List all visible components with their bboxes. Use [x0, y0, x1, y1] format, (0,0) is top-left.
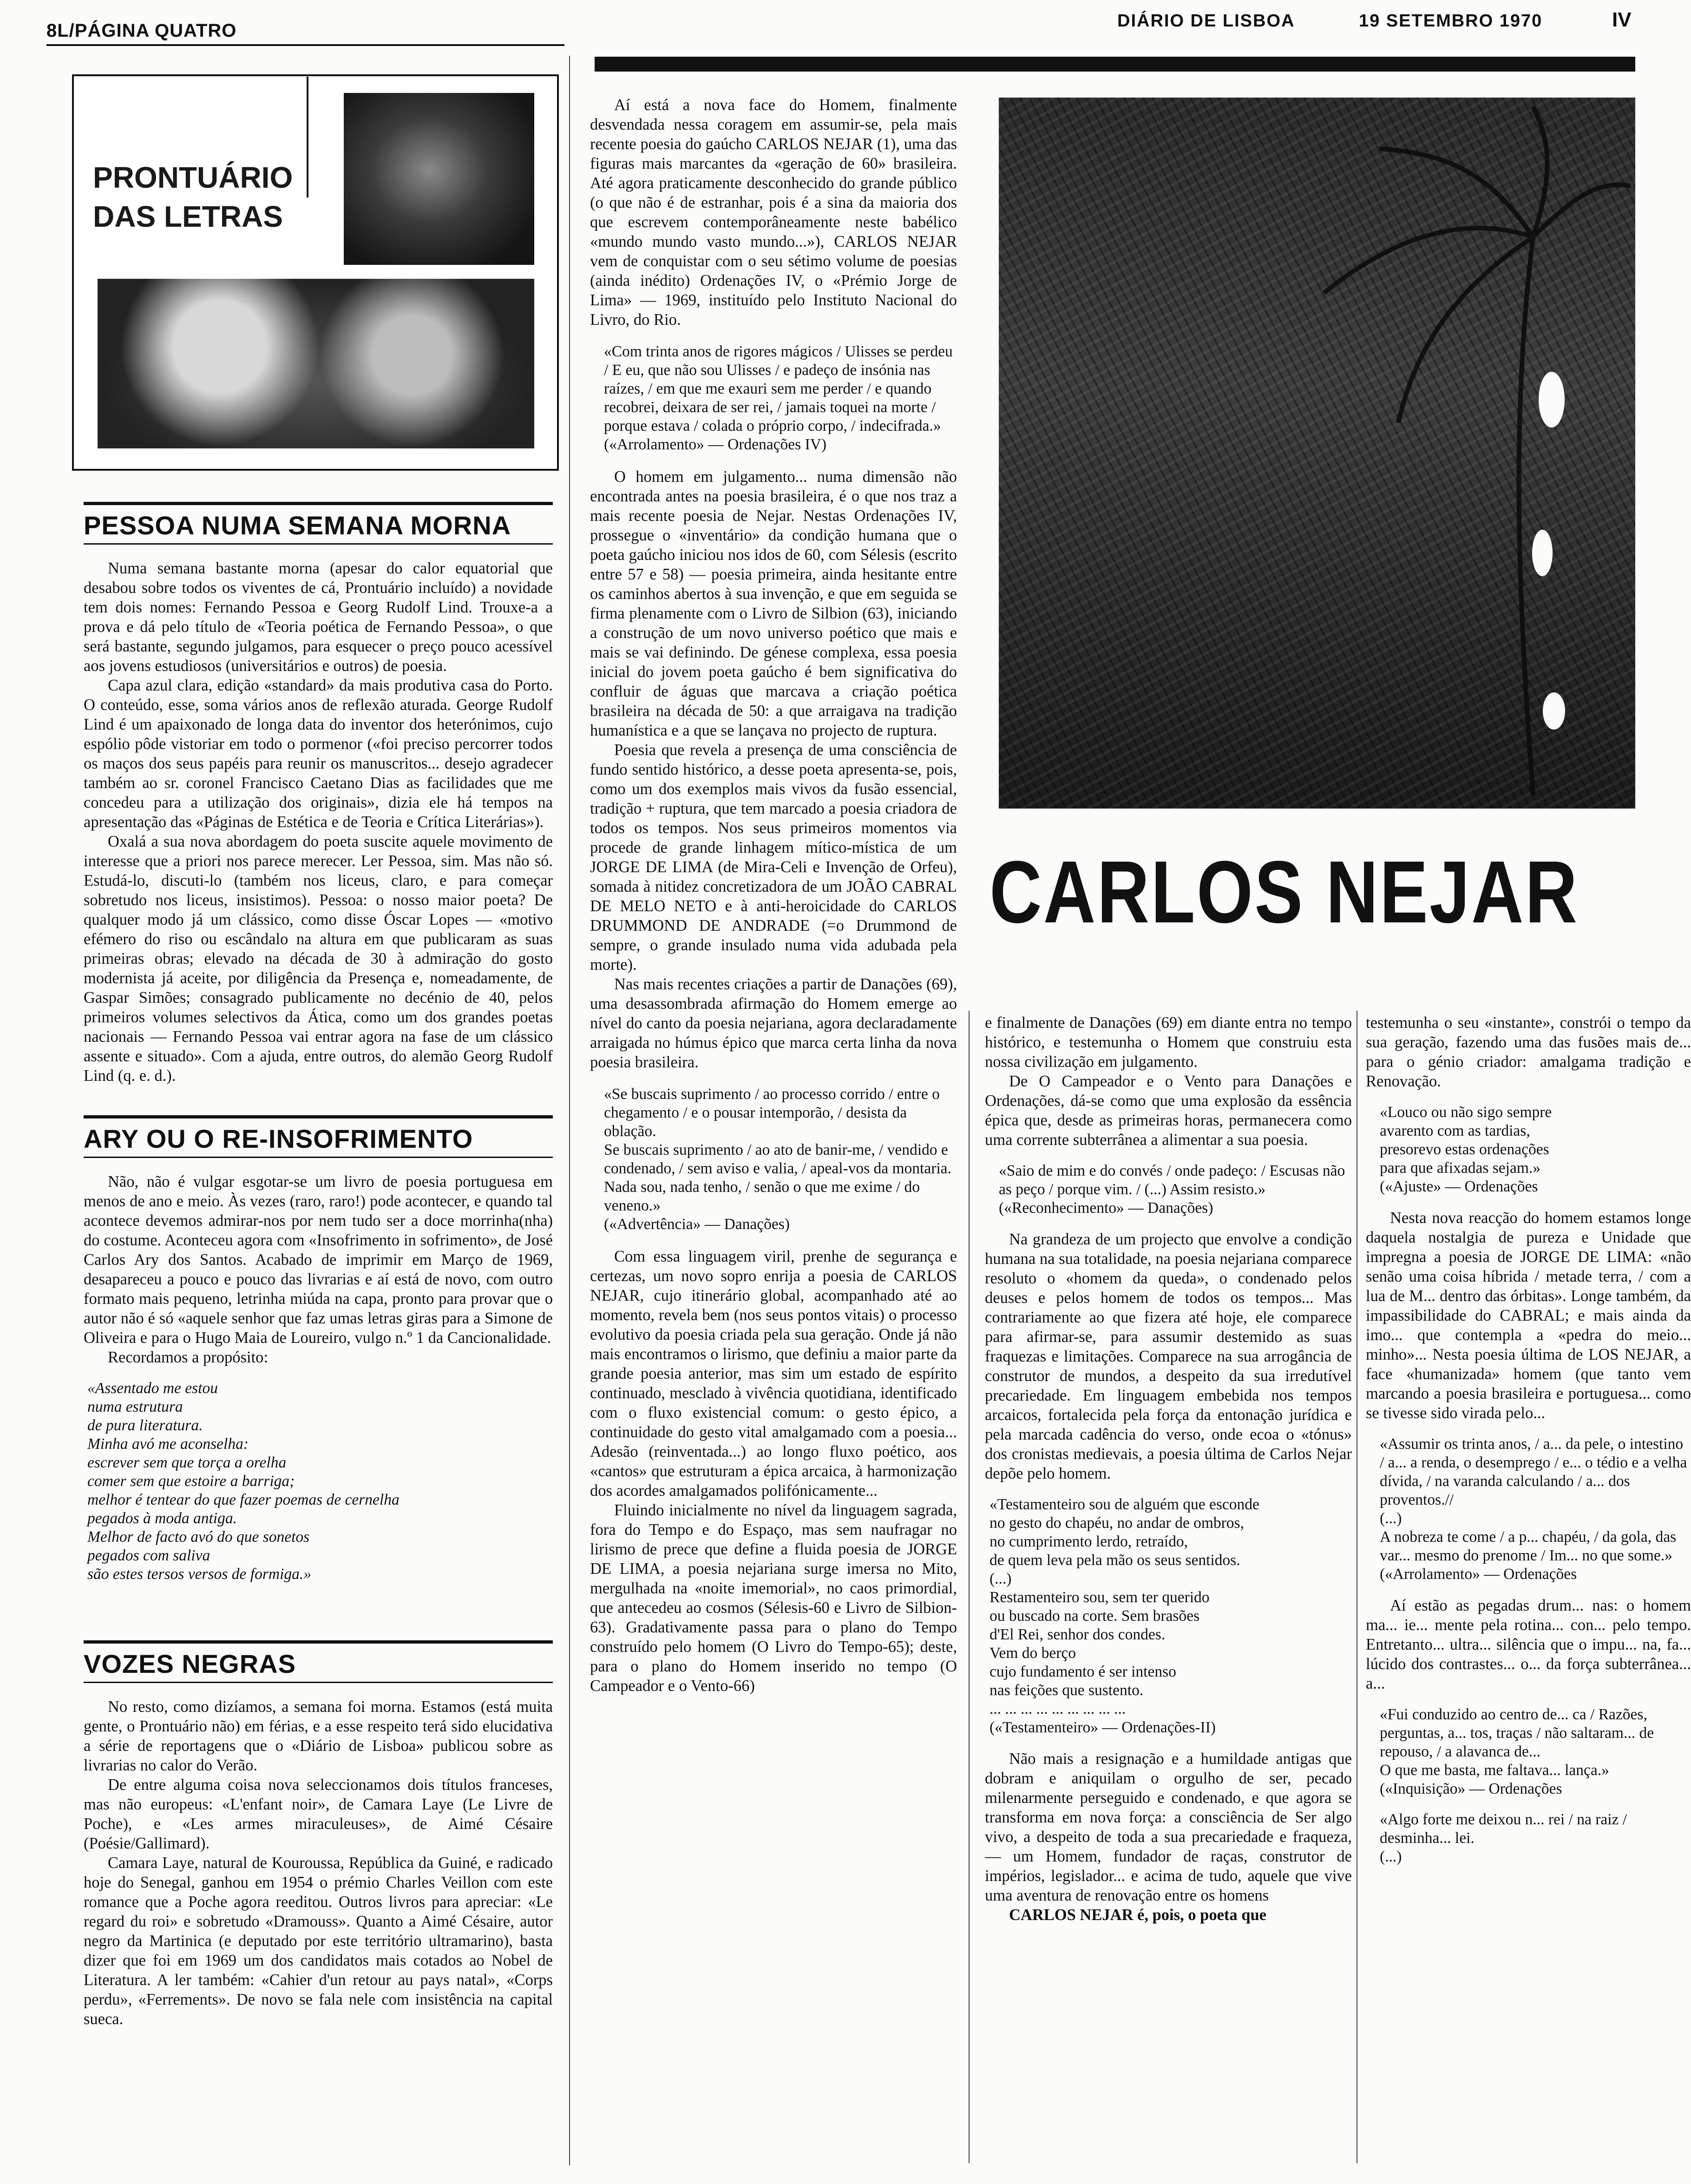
col4-verse-2: «Assumir os trinta anos, / a... da pele, o intestino / a... a renda, o desemprego / e... o tédio e a velha dívida, / na varanda calculando / a... dos proventos.// (...) A nobreza te come / a p... chapéu, / da gola, das var... mesmo do prenome / Im... no que some.» («Arrolamento» — Ordenações — [1380, 1435, 1687, 1583]
col3-paragraph-3: Na grandeza de um projecto que envolve a condição humana na sua totalidade, na poesia nejariana comparece resoluto o «homem da queda», o condenado pelos deuses e pelos homem de todos os tempos... Mas contrariamente ao que fizera até hoje, ele comparece para afirmar-se, para assumir destemido as suas fraquezas e limitações. Comparece na sua arrogância de construtor de mundos, a despeito da sua irredutível precariedade. Em linguagem embebida nos tempos arcaicos, fortalecida pela força da entonação jurídica e pela marcada cadência do verso, onde ecoa o «tónus» dos cronistas medievais, a poesia última de Carlos Nejar depõe pelo homem. — [985, 1230, 1352, 1482]
col2-paragraph-5: Com essa linguagem viril, prenhe de segurança e certezas, um novo sopro enrija a poesia de CARLOS NEJAR, cujo itinerário global, acompanhado até ao momento, revela bem (nos seus pontos vitais) o processo evolutivo da poesia criada pela sua geração. Onde já não mais encontramos o lirismo, que definiu a maior parte da grande poesia anterior, mas sim um estado de espírito continuado, mesclado à vivência quotidiana, identificado com o fluxo existencial comum: o gesto épico, a continuidade do gesto vital amalgamado com a poesia... Adesão (reinventada...) ao longo fluxo poético, aos «cantos» que estruturam a épica arcaica, à harmonização dos acordes amalgamados polifónicamente... — [590, 1248, 957, 1500]
header-rule — [46, 44, 564, 46]
col3-paragraph-4: Não mais a resignação e a humildade antigas que dobram e aniquilam o orgulho de ser, pecado milenarmente perseguido e condenado, e que agora se transforma em nova força: a consciência de Ser algo vivo, a despeito de toda a sua precariedade e fraqueza, — um Homem, fundador de raças, construtor de impérios, legislador... e acima de tudo, aquele que vive uma aventura de renovação entre os homens — [985, 1750, 1352, 1904]
col3-paragraph-2: De O Campeador e o Vento para Danações e Ordenações, dá-se como que uma explosão da essência épica que, desde as primeiras horas, permanecera como uma corrente subterrânea a alimentar a sua poesia. — [985, 1072, 1352, 1149]
page-label: 8L/PÁGINA QUATRO — [46, 20, 237, 41]
ary-heading: ARY OU O RE-INSOFRIMENTO — [84, 1115, 553, 1153]
palm-leaves-graphic — [999, 98, 1635, 809]
pessoa-paragraph-1: Numa semana bastante morna (apesar do calor equatorial que desabou sobre todos os viventes de cá, Prontuário incluído) a novidade tem dois nomes: Fernando Pessoa e Georg Rudolf Lind. Trouxe-a a prova e dá pelo título de «Teoria poética de Fernando Pessoa», o que será bastante, segundo julgamos, para esquecer o preço pouco acessível aos jovens estudiosos (universitários e outros) de poesia. — [84, 559, 553, 675]
col2-paragraph-6: Fluindo inicialmente no nível da linguagem sagrada, fora do Tempo e do Espaço, mas sem naufragar no lirismo de prece que define a fluida poesia de JORGE DE LIMA, a poesia nejariana surge imersa no Mito, mergulhada na «noite imemorial», no caos primordial, que antecedeu ao cosmos (Sélesis-60 e Livro de Silbion-63). Gradativamente passa para o plano do Tempo construído pelo homem (O Livro do Tempo-65); deste, para o plano do Homem inserido no tempo (O Campeador e o Vento-66) — [590, 1501, 957, 1695]
two-men-photo — [98, 279, 534, 448]
ary-paragraph-2: Recordamos a propósito: — [108, 1349, 268, 1366]
col4-verse-1: «Louco ou não sigo sempre avarento com as tardias, presorevo estas ordenações para que afixadas sejam.» («Ajuste» — Ordenações — [1380, 1104, 1552, 1195]
prontuario-box-divider — [307, 77, 308, 197]
col3-paragraph-5: CARLOS NEJAR é, pois, o poeta que — [1009, 1906, 1266, 1924]
col4-paragraph-2: Nesta nova reacção do homem estamos longe daquela nostalgia de pureza e Unidade que impregna a poesia de JORGE DE LIMA: «não senão uma coisa híbrida / metade terra, / com a lua de M... dentro das órbitas». Longe também, da impassibilidade do CABRAL; e mais ainda da imo... que contempla a «pedra do meio... minho»... Nesta poesia última de LOS NEJAR, a face «humanizada» homem (que tanto vem marcando a poesia brasileira e portuguesa... como se tivesse sido virada pelo... — [1366, 1209, 1691, 1422]
author-portrait-photo — [344, 93, 534, 265]
column-rule-1 — [569, 56, 570, 2165]
pessoa-heading: PESSOA NUMA SEMANA MORNA — [84, 502, 553, 539]
col2-paragraph-2: O homem em julgamento... numa dimensão não encontrada antes na poesia brasileira, é o que nos traz a mais recente poesia de Nejar. Nestas Ordenações IV, prossegue o «inventário» da condição humana que o poeta gaúcho iniciou nos idos de 60, com Sélesis (escrito entre 57 e 58) — poesia primeira, ainda hesitante entre os caminhos abertos à sua invenção, e que em seguida se firma plenamente com o Livro de Silbion (63), iniciando a construção de um novo universo poético que mais e mais se vai definindo. De génese complexa, essa poesia inicial do jovem poeta gaúcho é bem significativa do confluir de águas que marcava a criação poética brasileira na década de 50: a que arraigava na tradição humanística e a que se lançava no projecto de ruptura. — [590, 468, 957, 739]
poet-feature-photo — [999, 98, 1635, 809]
vozes-heading: VOZES NEGRAS — [84, 1640, 553, 1678]
column-3 — [985, 1013, 1352, 1925]
col2-paragraph-3: Poesia que revela a presença de uma consciência de fundo sentido histórico, a desse poeta apresenta-se, pois, como um dos exemplos mais vivos da fusão essencial, tradição + ruptura, que tem marcado a poesia criadora de todos os tempos. Nos seus primeiros momentos via procede de grande linhagem mítico-mística de um JORGE DE LIMA (de Mira-Celi e Invenção de Orfeu), somada à nitidez concretizadora de um JOÃO CABRAL DE MELO NETO e à anti-heroicidade do CARLOS DRUMMOND DE ANDRADE (=o Drummond de sempre, o grande insulado numa vida adubada pela morte). — [590, 741, 957, 974]
col3-verse-1: «Saio de mim e do convés / onde padeço: / Escusas não as peço / porque vim. / (...) Assim resisto.» («Reconhecimento» — Danações) — [999, 1162, 1345, 1217]
col4-verse-3: «Fui conduzido ao centro de... ca / Razões, perguntas, a... tos, traças / não saltaram... de repouso, / a alavanca de... O que me basta, me faltava... lança.» («Inquisição» — Ordenações — [1380, 1706, 1654, 1797]
ary-poem: «Assentado me estou numa estrutura de pura literatura. Minha avó me aconselha: escrever sem que torça a orelha comer sem que estoire a barriga; melhor é tentear do que fazer poemas de cernelha pegados à moda antiga. Melhor de facto avó do que sonetos pegados com saliva são estes tersos versos de formiga.» — [87, 1380, 400, 1583]
col4-paragraph-3: Aí estão as pegadas drum... nas: o homem ma... ie... mente pela rotina... con... pelo tempo. Entretanto... ultra... silência que o impu... na, fa... lúcido dos contrastes... o... da força subterrânea... a... — [1366, 1597, 1691, 1692]
column-4 — [1366, 1013, 1691, 2165]
vozes-paragraph-2: De entre alguma coisa nova seleccionamos dois títulos franceses, mas não europeus: «L'enfant noir», de Camara Laye (Le Livre de Poche), e «Les armes miraculeuses», de Aimé Césaire (Poésie/Gallimard). — [84, 1776, 553, 1852]
col2-verse-1: «Com trinta anos de rigores mágicos / Ulisses se perdeu / E eu, que não sou Ulisses / e padeço de insónia nas raízes, / em que me exauri sem me perder / e quando recobrei, deixara de ser rei, / jamais toquei na morte / porque estava / colada o próprio corpo, / indecifrada.» («Arrolamento» — Ordenações IV) — [604, 343, 953, 453]
vozes-paragraph-1: No resto, como dizíamos, a semana foi morna. Estamos (está muita gente, o Prontuário não) em férias, e a esse respeito terá sido elucidativa a série de reportagens que o «Diário de Lisboa» publicou sobre as livrarias no calor do Verão. — [84, 1698, 553, 1774]
pessoa-paragraph-2: Capa azul clara, edição «standard» da mais produtiva casa do Porto. O conteúdo, esse, soma vários anos de reflexão aturada. George Rudolf Lind é um apaixonado de longa data do inventor dos heterónimos, cujo espólio pôde vistoriar em todo o pormenor («foi preciso percorrer todos os maços dos seus papéis para reunir os manuscritos... desejo agradecer também ao sr. coronel Francisco Caetano Dias as facilidades que me concedeu para a utilização dos originais», dizia ele há tempos na apresentação das «Páginas de Estética e de Teoria e Crítica Literárias»). — [84, 677, 553, 831]
vozes-section — [84, 1640, 553, 2029]
masthead: DIÁRIO DE LISBOA — [1117, 11, 1295, 31]
col4-verse-4: «Algo forte me deixou n... rei / na raiz / desminha... lei. (...) — [1380, 1811, 1627, 1865]
vozes-paragraph-3: Camara Laye, natural de Kouroussa, República da Guiné, e radicado hoje do Senegal, ganhou em 1954 o prémio Charles Veillon com este romance que a Poche agora reeditou. Outros livros para apreciar: «Le regard du roi» e sobretudo «Dramouss». Quanto a Aimé Césaire, autor negro da Martinica (e deputado por este território ultramarino), basta dizer que foi em 1969 um dos candidatos mais cotados ao Nobel de Literatura. A ler também: «Cahier d'un retour au pays natal», «Corps perdu», «Ferrements». De novo se fala nele com insistência na capital sueca. — [84, 1854, 553, 2028]
col3-paragraph-1: e finalmente de Danações (69) em diante entra no tempo histórico, e testemunha o Homem que construiu esta nossa civilização em julgamento. — [985, 1014, 1352, 1071]
col2-verse-2: «Se buscais suprimento / ao processo corrido / entre o chegamento / e o pousar intemporão, / desista da oblação. Se buscais suprimento / ao ato de banir-me, / vendido e condenado, / sem aviso e valia, / apeal-vos da montaria. Nada sou, nada tenho, / senão o que me exime / do veneno.» («Advertência» — Danações) — [604, 1085, 951, 1233]
col3-verse-2: «Testamenteiro sou de alguém que esconde no gesto do chapéu, no andar de ombros, no cumprimento lerdo, retraído, de quem leva pela mão os seus sentidos. (...) Restamenteiro sou, sem ter querido ou buscado na corte. Sem brasões d'El Rei, senhor dos condes. Vem do berço cujo fundamento é ser intenso nas feições que sustento. ... ... ... ... ... ... ... ... ... («Testamenteiro» — Ordenações-II) — [990, 1496, 1259, 1736]
header-date: 19 SETEMBRO 1970 — [1359, 11, 1543, 31]
prontuario-title: PRONTUÁRIO DAS LETRAS — [93, 161, 293, 233]
column-rule-2 — [969, 1011, 970, 2163]
col4-paragraph-1: testemunha o seu «instante», constrói o tempo da sua geração, fazendo uma das fusões mais de... para o génio criador: amalgama tradição e Renovação. — [1366, 1014, 1691, 1090]
ary-section — [84, 1115, 553, 1584]
col2-paragraph-4: Nas mais recentes criações a partir de Danações (69), uma desassombrada afirmação do Homem emerge ao nível do canto da poesia nejariana, agora declaradamente arraigada no húmus épico que marca certa linha da nova poesia brasileira. — [590, 975, 957, 1071]
pessoa-paragraph-3: Oxalá a sua nova abordagem do poeta suscite aquele movimento de interesse que a priori nos parece merecer. Ler Pessoa, sim. Mas não só. Estudá-lo, discuti-lo (também nos liceus, claro, e para começar sobretudo nos liceus, insistimos). Pessoa: o nosso maior poeta? De qualquer modo já um clássico, como disse Óscar Lopes — «motivo efémero do riso ou escândalo na altura em que publicaram as suas primeiras obras; elevado na década de 30 à admiração do gosto modernista já aceite, por diligência da Presença e, nomeadamente, de Gaspar Simões; consagrado publicamente no decénio de 40, pelos primeiros volumes selectivos da Ática, como um dos grandes poetas nacionais — Fernando Pessoa vai entrar agora na fase de um clássico assente e situado». Com a ajuda, entre outros, do alemão Georg Rudolf Lind (q. e. d.). — [84, 833, 553, 1085]
page-number: IV — [1612, 8, 1632, 31]
pessoa-section — [84, 502, 553, 1085]
feature-top-bar — [595, 57, 1635, 72]
col2-paragraph-1: Aí está a nova face do Homem, finalmente desvendada nessa coragem em assumir-se, pela mais recente poesia do gaúcho CARLOS NEJAR (1), uma das figuras mais marcantes da «geração de 60» brasileira. Até agora praticamente desconhecido do grande público (o que não é de estranhar, pois é a sina da maioria dos que escrevem contemporâneamente neste babélico «mundo mundo vasto mundo...»), CARLOS NEJAR vem de conquistar com o seu sétimo volume de poesias (ainda inédito) Ordenações IV, o «Prémio Jorge de Lima» — 1969, instituído pelo Instituto Nacional do Livro, do Rio. — [590, 96, 957, 329]
ary-paragraph-1: Não, não é vulgar esgotar-se um livro de poesia portuguesa em menos de ano e meio. Às vezes (raro, raro!) pode acontecer, e quando tal acontece devemos admirar-nos por nem tudo ser a doce morrinha(nha) do costume. Aconteceu agora com «Insofrimento in sofrimento», de José Carlos Ary dos Santos. Acabado de imprimir em Março de 1969, desapareceu a pouco e pouco das livrarias e aí está de novo, com outro formato mais pequeno, letrinha miúda na capa, pronto para provar que o autor não é só «aquele senhor que faz umas letras giras para a Simone de Oliveira e para o Hugo Maia de Loureiro, vulgo n.º 1 da Cancionalidade. — [84, 1173, 553, 1347]
feature-title: CARLOS NEJAR — [990, 843, 1579, 941]
column-2 — [590, 95, 957, 1696]
